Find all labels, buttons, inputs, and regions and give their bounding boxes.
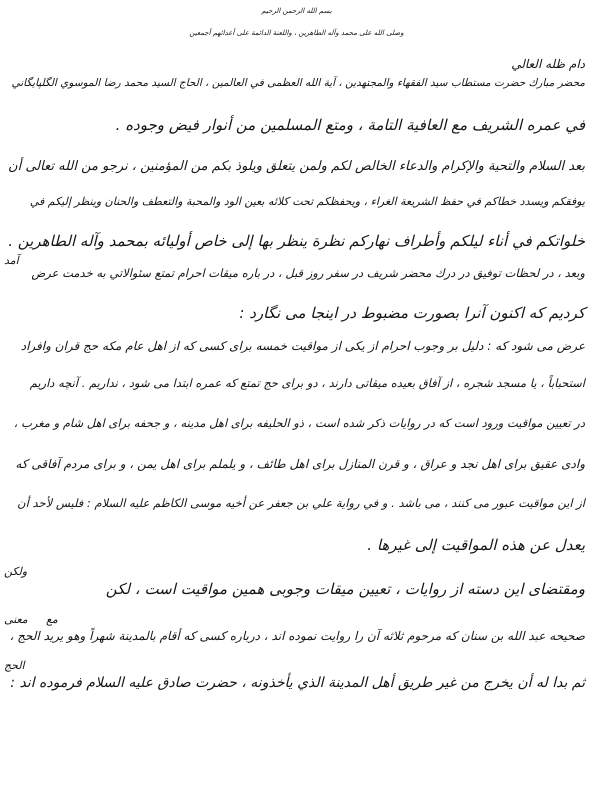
body-line-11: وادى عقيق براى اهل نجد و عراق ، و قرن المنازل براى اهل طائف ، و يلملم براى اهل يمن ، و براى مردم آفاقى كه bbox=[15, 457, 585, 471]
margin-note-left-3: معنى bbox=[4, 613, 28, 626]
body-line-14: ومقتضاى اين دسته از روايات ، تعيين ميقات وجوبى همين مواقيت است ، لكن bbox=[105, 580, 585, 598]
basmala-heading: بسم الله الرحمن الرحيم bbox=[261, 7, 332, 15]
body-line-12: از اين مواقيت عبور مى كنند ، مى باشد . و في رواية علي بن جعفر عن أخيه موسى الكاظم عليه السلام : فليس لأحد أن bbox=[17, 496, 585, 510]
body-line-2: في عمره الشريف مع العافية التامة ، ومتع المسلمين من أنوار فيض وجوده . bbox=[115, 116, 585, 134]
body-line-8: عرض مى شود كه : دليل بر وجوب احرام از يكى از مواقيت خمسه براى كسى كه از اهل عام مكه حج قران وافراد bbox=[20, 339, 585, 353]
body-line-16: ثم بدا له أن يخرج من غير طريق أهل المدينة الذي يأخذونه ، حضرت صادق عليه السلام فرموده اند : bbox=[10, 675, 585, 691]
margin-note-left-1: آمد bbox=[4, 254, 19, 267]
body-line-4: يوفقكم ويسدد خطاكم في حفظ الشريعة الغراء ، ويحفظكم تحت كلائه بعين الود والمحبة والتعطف والحنان وينظر إليكم في bbox=[29, 195, 585, 208]
margin-note-left-4: مع bbox=[46, 613, 58, 626]
body-line-10: در تعيين مواقيت ورود است كه در روايات ذكر شده است ، ذو الحليفه براى اهل مدينه ، و جحفه براى اهل شام و مغرب ، bbox=[13, 416, 585, 430]
body-line-1: محضر مبارك حضرت مستطاب سيد الفقهاء والمجتهدين ، آية الله العظمى في العالمين ، الحاج السيد محمد رضا الموسوي الگلپايگاني bbox=[11, 77, 585, 89]
body-line-3: بعد السلام والتحية والإكرام والدعاء الخالص لكم ولمن يتعلق ويلوذ بكم من المؤمنين ، نرجو من الله تعالى أن bbox=[8, 159, 585, 174]
body-line-5: خلواتكم في أناء ليلكم وأطراف نهاركم نظرة ينظر بها إلى خاص أوليائه بمحمد وآله الطاهرين . bbox=[8, 232, 585, 250]
body-line-15: صحيحه عبد الله بن سنان كه مرحوم ثلاثه آن را روايت نموده اند ، درباره كسى كه أقام بالمدينة شهراً وهو يريد الحج ، bbox=[9, 629, 585, 643]
salawat-line: وصلى الله على محمد وآله الطاهرين ، واللعنة الدائمة على أعدائهم أجمعين bbox=[189, 29, 404, 37]
body-line-7: كرديم كه اكنون آنرا بصورت مضبوط در اينجا مى نگارد : bbox=[239, 304, 585, 322]
margin-note-left-2: ولكن bbox=[4, 565, 28, 578]
margin-note-top: دام ظله العالي bbox=[511, 57, 585, 71]
body-line-6: وبعد ، در لحظات توفيق در درك محضر شريف در سفر روز قبل ، در باره ميقات احرام تمتع سئوالاتي به خدمت عرض bbox=[31, 266, 585, 280]
margin-note-left-5: الحج bbox=[4, 659, 25, 672]
body-line-13: يعدل عن هذه المواقيت إلى غيرها . bbox=[367, 536, 585, 554]
body-line-9: استحباباً ، يا مسجد شجره ، از آفاق بعيده ميقاتى دارند ، دو براى حج تمتع كه عمره ابتدا مى شود ، نداريم . آنچه داريم bbox=[29, 376, 585, 390]
